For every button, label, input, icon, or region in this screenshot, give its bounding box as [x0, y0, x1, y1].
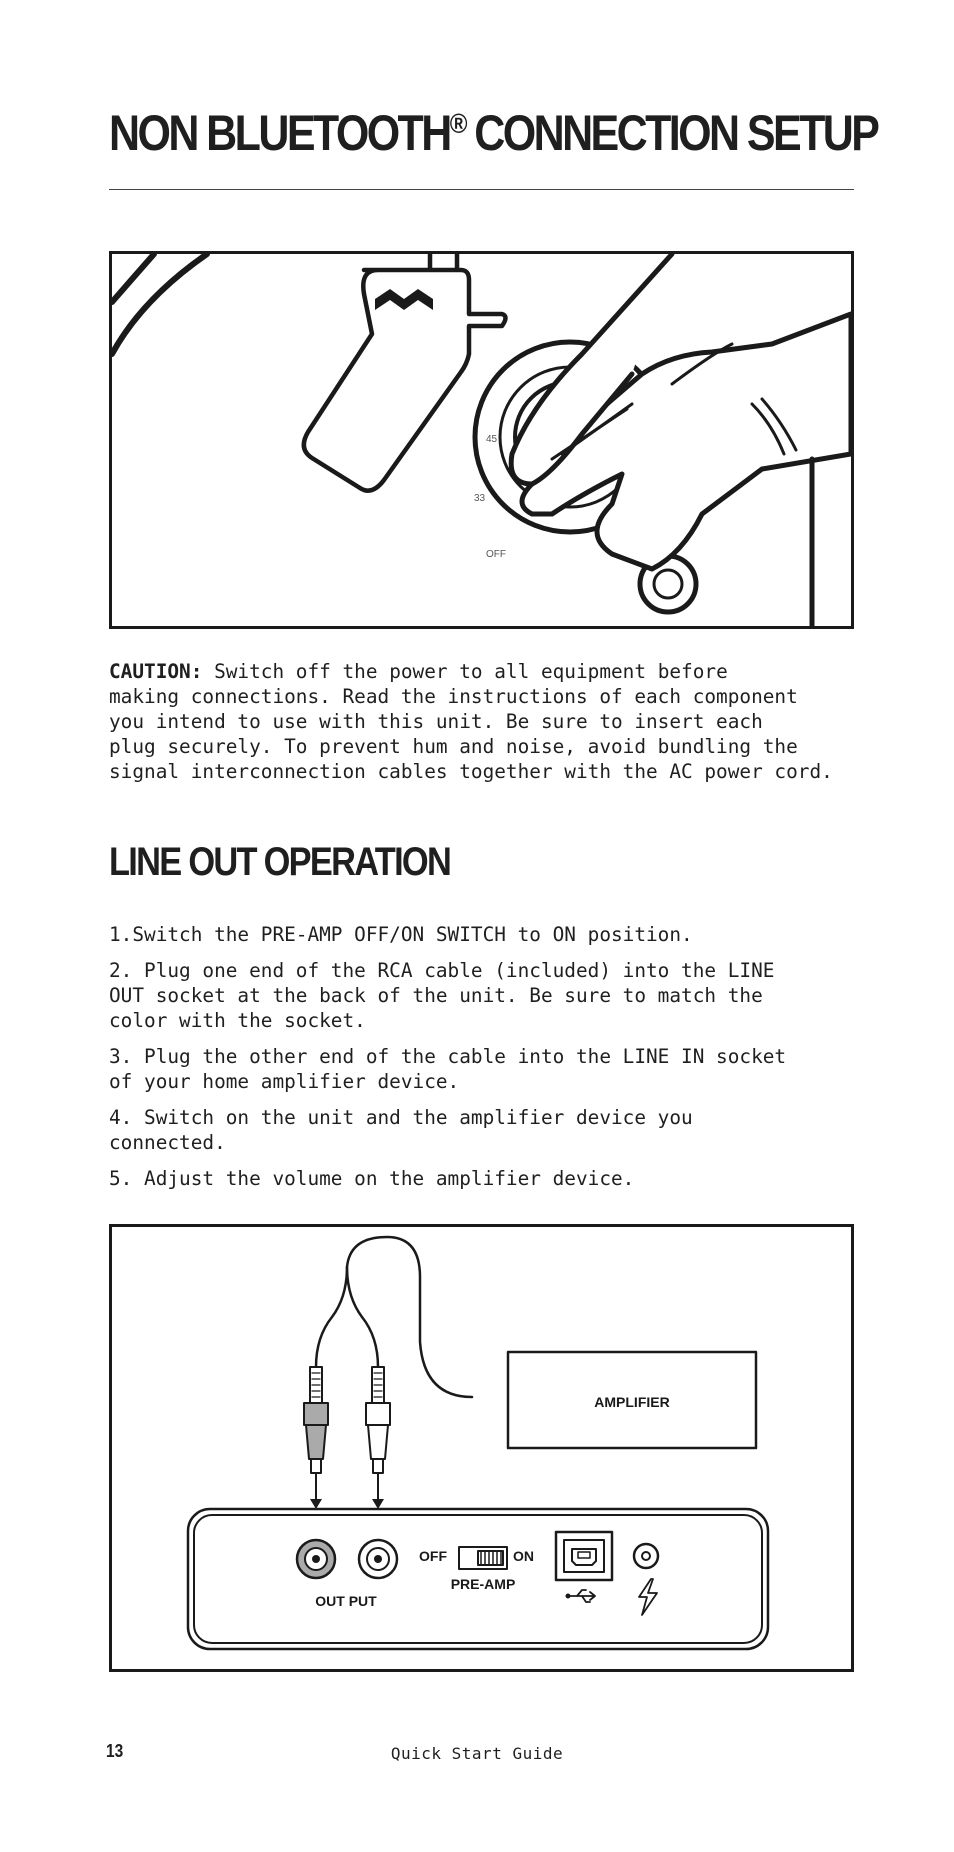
output-label: OUT PUT	[315, 1593, 377, 1609]
dial-label-off: OFF	[486, 549, 506, 560]
rca-plug-left	[304, 1367, 328, 1509]
preamp-label: PRE-AMP	[450, 1576, 516, 1592]
turntable-switch-illustration	[109, 251, 854, 629]
platter-edge-inner	[112, 254, 207, 354]
step-3: 3. Plug the other end of the cable into the LINE IN socket of your home amplifier device.	[109, 1045, 787, 1093]
title-divider	[109, 189, 854, 190]
usb-port	[556, 1532, 612, 1580]
page-number: 13	[106, 1741, 124, 1761]
section-title: LINE OUT OPERATION	[109, 840, 451, 884]
dial-label-45: 45	[486, 434, 498, 445]
preamp-switch	[459, 1547, 507, 1569]
line-out-connection-diagram	[109, 1224, 854, 1672]
step-5: 5. Adjust the volume on the amplifier device.	[109, 1167, 635, 1190]
caution-notice: CAUTION: Switch off the power to all equipment before making connections. Read the instructions of each component you intend to use with this unit. Be sure to insert each plug securely. To prevent hum and noise, avoid bundling the signal interconnection cables together with the AC power cord.	[109, 660, 833, 783]
page-title: NON BLUETOOTH® CONNECTION SETUP	[109, 105, 878, 161]
platter-edge	[112, 254, 154, 302]
registered-mark: ®	[449, 108, 465, 139]
step-4: 4. Switch on the unit and the amplifier device you connected.	[109, 1106, 693, 1154]
step-2: 2. Plug one end of the RCA cable (included) into the LINE OUT socket at the back of the unit. Be sure to match the color with the socket.	[109, 959, 775, 1032]
caution-label: CAUTION:	[109, 660, 203, 683]
step-1: 1.Switch the PRE-AMP OFF/ON SWITCH to ON position.	[109, 923, 693, 946]
line-out-socket-left	[297, 1540, 335, 1578]
rca-plug-right	[366, 1367, 390, 1509]
line-out-socket-right	[359, 1540, 397, 1578]
instruction-steps	[109, 922, 869, 1202]
power-socket	[634, 1544, 658, 1568]
switch-on-label: ON	[513, 1548, 534, 1564]
footer-title: Quick Start Guide	[390, 1744, 564, 1763]
switch-off-label: OFF	[419, 1548, 447, 1564]
rca-cable-branch	[347, 1267, 378, 1367]
amplifier-label: AMPLIFIER	[594, 1394, 670, 1410]
rca-cable	[316, 1237, 472, 1397]
dial-label-33: 33	[474, 493, 486, 504]
